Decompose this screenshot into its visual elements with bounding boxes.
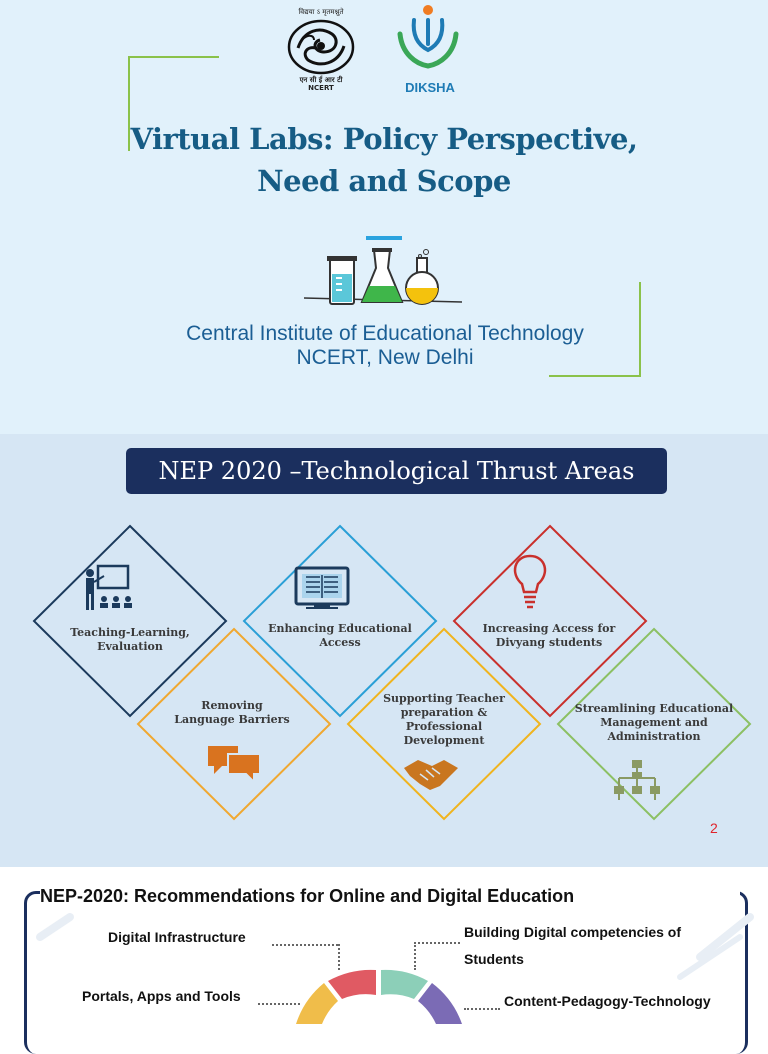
connector-digital-competencies-vertical: [414, 942, 416, 970]
page-title: [100, 118, 668, 202]
subtitle: [130, 322, 640, 370]
title-slide: [0, 0, 768, 434]
ring-segment-yellow: [296, 983, 338, 1024]
slide-title: NEP-2020: Recommendations for Online and Digital Education: [40, 886, 740, 907]
handshake-icon: [404, 760, 458, 790]
ring-segment-red: [328, 970, 376, 999]
thrust-areas-slide: [0, 434, 768, 867]
item-digital-infrastructure: Digital Infrastructure: [108, 929, 246, 945]
ncert-logo-motto: विद्यया ऽ मृतमश्नुते: [298, 8, 344, 16]
diamond-access: [244, 526, 436, 716]
connector-digital-infrastructure-vertical: [338, 944, 340, 970]
item-digital-competencies: Building Digital competencies of: [464, 924, 682, 940]
subtitle-line-2: NCERT, New Delhi: [296, 346, 474, 369]
diksha-emblem-icon: [390, 4, 470, 80]
corner-accent-bottom-right: [549, 375, 641, 377]
recommendations-slide: [0, 867, 768, 1024]
diamond-teaching: [34, 526, 226, 716]
corner-accent-top-left: [128, 56, 219, 58]
title-underline-accent: [366, 236, 402, 240]
item-digital-competencies-line-2: Students: [464, 951, 524, 967]
lab-flasks-icon: [302, 246, 464, 310]
item-content-pedagogy-technology: Content-Pedagogy-Technology: [504, 993, 711, 1009]
area-label-language: Removing Language Barriers: [174, 699, 290, 726]
slide-title: NEP 2020 –Technological Thrust Areas: [126, 448, 667, 494]
lightbulb-icon: [515, 556, 545, 607]
diksha-label: DIKSHA: [405, 80, 455, 95]
ncert-logo-hindi: एन सी ई आर टी: [299, 76, 343, 84]
subtitle-line-1: Central Institute of Educational Technology: [186, 322, 584, 345]
item-portals-apps-tools: Portals, Apps and Tools: [82, 988, 241, 1004]
diamond-divyang: [454, 526, 646, 716]
area-label-management: Streamlining Educational Management and Administration: [574, 702, 734, 743]
ring-segment-teal: [381, 970, 428, 999]
ncert-logo: [284, 8, 358, 94]
speech-bubbles-icon: [208, 746, 260, 782]
title-line-1: Virtual Labs: Policy Perspective,: [130, 122, 638, 156]
diksha-logo: [390, 4, 470, 94]
book-screen-icon: [296, 568, 348, 609]
area-label-teacher-prep: Supporting Teacher preparation & Professional Development: [383, 692, 505, 747]
connector-digital-competencies: [414, 942, 460, 944]
org-chart-icon: [614, 760, 662, 800]
teacher-icon: [86, 566, 132, 610]
connector-cpt: [464, 1008, 500, 1010]
connector-digital-infrastructure: [272, 944, 338, 946]
area-label-teaching: Teaching-Learning, Evaluation: [70, 626, 190, 653]
connector-portals: [258, 1003, 300, 1005]
area-label-access: Enhancing Educational Access: [268, 622, 412, 649]
ring-segment-purple: [418, 983, 462, 1024]
area-label-divyang: Increasing Access for Divyang students: [482, 622, 616, 649]
ncert-logo-english: NCERT: [308, 84, 334, 92]
page-number: 2: [710, 820, 718, 836]
title-line-2: Need and Scope: [257, 164, 511, 198]
